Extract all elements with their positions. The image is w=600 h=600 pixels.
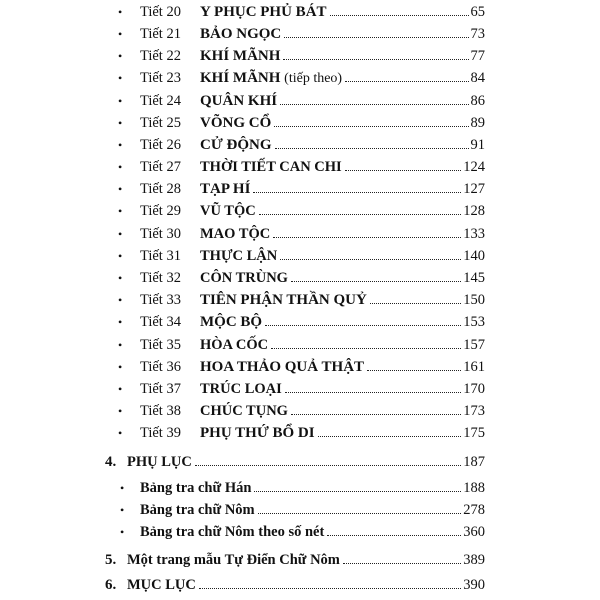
toc-subentry: [120, 502, 485, 524]
toc-entry: [118, 70, 485, 92]
dot-leader: [370, 303, 461, 304]
entry-page: 389: [463, 552, 485, 568]
entry-title: PHỤ THỨ BỔ DI: [200, 425, 315, 441]
section-title: MỤC LỤC: [127, 577, 196, 593]
entry-title: HÒA CỐC: [200, 337, 269, 353]
dot-leader: [275, 148, 469, 149]
entry-label: Tiết 22: [140, 48, 181, 64]
entry-label: Tiết 27: [140, 159, 181, 175]
bullet-icon: •: [120, 481, 125, 495]
toc-entry: [118, 159, 485, 181]
entry-page: 360: [463, 524, 485, 540]
entry-page: 150: [463, 292, 485, 308]
bullet-icon: •: [118, 315, 123, 329]
section-title: Một trang mẫu Tự Điển Chữ Nôm: [127, 552, 340, 568]
toc-entry: [118, 337, 485, 359]
entry-page: 133: [463, 226, 485, 242]
bullet-icon: •: [118, 249, 123, 263]
bullet-icon: •: [118, 227, 123, 241]
dot-leader: [280, 104, 468, 105]
dot-leader: [271, 348, 461, 349]
entry-title: CỬ ĐỘNG: [200, 137, 272, 153]
entry-page: 73: [470, 26, 485, 42]
toc-entry: [118, 403, 485, 425]
entry-page: 161: [463, 359, 485, 375]
toc-subentry: [120, 480, 485, 502]
toc-entry: [118, 93, 485, 115]
toc-entry: [118, 203, 485, 225]
entry-title: Bảng tra chữ Nôm theo số nét: [140, 524, 325, 540]
entry-label: Tiết 35: [140, 337, 181, 353]
toc-entry: [118, 181, 485, 203]
entry-title: QUÂN KHÍ: [200, 93, 278, 109]
toc-entry: [118, 248, 485, 270]
entry-label: Tiết 33: [140, 292, 181, 308]
bullet-icon: •: [118, 160, 123, 174]
bullet-icon: •: [118, 360, 123, 374]
entry-subtitle: (tiếp theo): [284, 71, 343, 86]
toc-entry: [118, 4, 485, 26]
toc-entry: [118, 48, 485, 70]
entry-title: KHÍ MÃNH (tiếp theo): [200, 70, 343, 86]
entry-title: KHÍ MÃNH: [200, 48, 281, 64]
entry-label: Tiết 37: [140, 381, 181, 397]
dot-leader: [254, 491, 461, 492]
entry-title: VŨ TỘC: [200, 203, 256, 219]
toc-entry: [118, 115, 485, 137]
toc-entry: [118, 425, 485, 447]
entry-page: 153: [463, 314, 485, 330]
entry-title: THỜI TIẾT CAN CHI: [200, 159, 342, 175]
entry-label: Tiết 25: [140, 115, 181, 131]
toc-entry: [118, 26, 485, 48]
toc-section: [105, 454, 485, 476]
entry-page: 65: [470, 4, 485, 20]
entry-page: 157: [463, 337, 485, 353]
entry-title: TRÚC LOẠI: [200, 381, 282, 397]
dot-leader: [291, 281, 461, 282]
dot-leader: [280, 259, 461, 260]
toc-entry: [118, 270, 485, 292]
toc-subentry: [120, 524, 485, 546]
bullet-icon: •: [120, 503, 125, 517]
section-number: 6.: [105, 577, 117, 593]
dot-leader: [327, 535, 461, 536]
bullet-icon: •: [118, 204, 123, 218]
dot-leader: [195, 465, 461, 466]
bullet-icon: •: [118, 5, 123, 19]
entry-title: MAO TỘC: [200, 226, 271, 242]
dot-leader: [253, 192, 461, 193]
entry-page: 86: [470, 93, 485, 109]
entry-title: TẠP HÍ: [200, 181, 251, 197]
dot-leader: [199, 588, 461, 589]
entry-title: THỰC LẬN: [200, 248, 278, 264]
entry-label: Tiết 30: [140, 226, 181, 242]
dot-leader: [291, 414, 461, 415]
entry-title: TIÊN PHẬN THẦN QUỶ: [200, 292, 367, 308]
entry-label: Tiết 34: [140, 314, 181, 330]
entry-page: 124: [463, 159, 485, 175]
entry-title: MỘC BỘ: [200, 314, 263, 330]
entry-label: Tiết 24: [140, 93, 181, 109]
dot-leader: [285, 392, 461, 393]
bullet-icon: •: [120, 525, 125, 539]
entry-title: VÕNG CỔ: [200, 115, 272, 131]
dot-leader: [259, 214, 462, 215]
entry-page: 173: [463, 403, 485, 419]
entry-title: CHÚC TỤNG: [200, 403, 288, 419]
entry-label: Tiết 32: [140, 270, 181, 286]
bullet-icon: •: [118, 404, 123, 418]
toc-entry: [118, 226, 485, 248]
entry-page: 84: [470, 70, 485, 86]
entry-label: Tiết 29: [140, 203, 181, 219]
toc-entry: [118, 359, 485, 381]
dot-leader: [274, 126, 468, 127]
dot-leader: [284, 37, 468, 38]
dot-leader: [345, 81, 468, 82]
entry-page: 175: [463, 425, 485, 441]
entry-title: Bảng tra chữ Nôm: [140, 502, 255, 518]
dot-leader: [273, 237, 461, 238]
bullet-icon: •: [118, 94, 123, 108]
entry-page: 128: [463, 203, 485, 219]
bullet-icon: •: [118, 271, 123, 285]
bullet-icon: •: [118, 382, 123, 396]
entry-title: Bảng tra chữ Hán: [140, 480, 252, 496]
entry-label: Tiết 26: [140, 137, 181, 153]
toc-entry: [118, 137, 485, 159]
entry-page: 89: [470, 115, 485, 131]
entry-title: Y PHỤC PHỦ BÁT: [200, 4, 327, 20]
bullet-icon: •: [118, 49, 123, 63]
toc-entry: [118, 314, 485, 336]
entry-label: Tiết 23: [140, 70, 181, 86]
bullet-icon: •: [118, 27, 123, 41]
dot-leader: [283, 59, 468, 60]
dot-leader: [343, 563, 461, 564]
bullet-icon: •: [118, 71, 123, 85]
toc-section: [105, 577, 485, 599]
dot-leader: [265, 325, 461, 326]
entry-label: Tiết 36: [140, 359, 181, 375]
toc-entry: [118, 292, 485, 314]
toc-entry: [118, 381, 485, 403]
entry-page: 278: [463, 502, 485, 518]
section-number: 5.: [105, 552, 117, 568]
entry-label: Tiết 39: [140, 425, 181, 441]
entry-label: Tiết 21: [140, 26, 181, 42]
dot-leader: [318, 436, 462, 437]
entry-page: 188: [463, 480, 485, 496]
dot-leader: [258, 513, 462, 514]
bullet-icon: •: [118, 138, 123, 152]
entry-title: HOA THẢO QUẢ THẬT: [200, 359, 365, 375]
entry-label: Tiết 31: [140, 248, 181, 264]
bullet-icon: •: [118, 116, 123, 130]
bullet-icon: •: [118, 426, 123, 440]
bullet-icon: •: [118, 293, 123, 307]
entry-page: 77: [470, 48, 485, 64]
entry-page: 390: [463, 577, 485, 593]
entry-page: 140: [463, 248, 485, 264]
dot-leader: [367, 370, 461, 371]
entry-title: CÔN TRÙNG: [200, 270, 288, 286]
entry-title: BẢO NGỌC: [200, 26, 282, 42]
entry-label: Tiết 20: [140, 4, 181, 20]
toc-section: [105, 552, 485, 574]
entry-page: 91: [470, 137, 485, 153]
entry-page: 145: [463, 270, 485, 286]
section-title: PHỤ LỤC: [127, 454, 192, 470]
dot-leader: [330, 15, 469, 16]
entry-page: 170: [463, 381, 485, 397]
section-number: 4.: [105, 454, 117, 470]
bullet-icon: •: [118, 182, 123, 196]
entry-label: Tiết 38: [140, 403, 181, 419]
bullet-icon: •: [118, 338, 123, 352]
entry-page: 127: [463, 181, 485, 197]
dot-leader: [345, 170, 462, 171]
entry-page: 187: [463, 454, 485, 470]
entry-label: Tiết 28: [140, 181, 181, 197]
